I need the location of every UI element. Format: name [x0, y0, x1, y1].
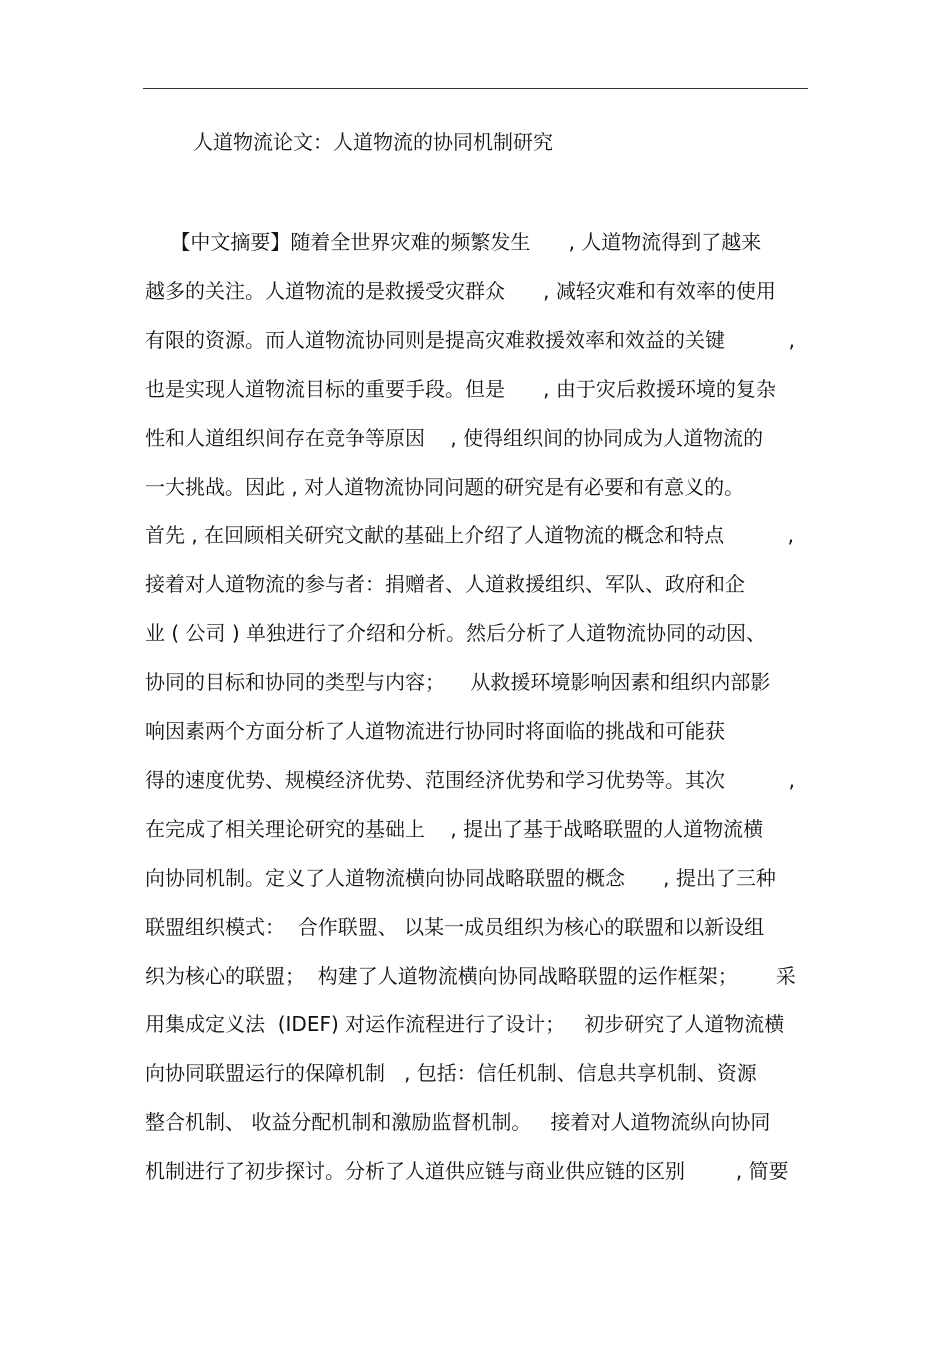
abstract-line: 用集成定义法 (IDEF) 对运作流程进行了设计； 初步研究了人道物流横: [145, 1012, 785, 1037]
abstract-line: 首先 , 在回顾相关研究文献的基础上介绍了人道物流的概念和特点 ,: [145, 523, 795, 548]
abstract-line: 整合机制、 收益分配机制和激励监督机制。 接着对人道物流纵向协同: [145, 1110, 771, 1135]
abstract-line: 织为核心的联盟； 构建了人道物流横向协同战略联盟的运作框架； 采: [145, 963, 796, 988]
abstract-line: 协同的目标和协同的类型与内容； 从救援环境影响因素和组织内部影: [145, 670, 771, 695]
abstract-line: 在完成了相关理论研究的基础上 , 提出了基于战略联盟的人道物流横: [145, 816, 764, 841]
abstract-line: 联盟组织模式： 合作联盟、 以某一成员组织为核心的联盟和以新设组: [145, 914, 765, 939]
abstract-line: 有限的资源。而人道物流协同则是提高灾难救援效率和效益的关键 ,: [145, 327, 795, 352]
abstract-line: 一大挑战。因此 , 对人道物流协同问题的研究是有必要和有意义的。: [145, 474, 745, 499]
abstract-line: 得的速度优势、规模经济优势、范围经济优势和学习优势等。其次 ,: [145, 767, 795, 792]
page-title: 人道物流论文：人道物流的协同机制研究: [193, 130, 553, 154]
abstract-line: 性和人道组织间存在竞争等原因 , 使得组织间的协同成为人道物流的: [145, 425, 764, 450]
abstract-line: 业 ( 公司 ) 单独进行了介绍和分析。然后分析了人道物流协同的动因、: [145, 621, 767, 646]
abstract-line: 也是实现人道物流目标的重要手段。但是 , 由于灾后救援环境的复杂: [145, 376, 776, 401]
abstract-line: 【中文摘要】随着全世界灾难的频繁发生 , 人道物流得到了越来: [145, 230, 762, 254]
header-rule: [143, 88, 808, 89]
abstract-line: 接着对人道物流的参与者：捐赠者、人道救援组织、军队、政府和企: [145, 572, 745, 597]
abstract-line: 机制进行了初步探讨。分析了人道供应链与商业供应链的区别 , 简要: [145, 1159, 789, 1184]
abstract-line: 响因素两个方面分析了人道物流进行协同时将面临的挑战和可能获: [145, 719, 725, 743]
abstract-line: 向协同联盟运行的保障机制 , 包括：信任机制、信息共享机制、资源: [145, 1061, 757, 1086]
abstract-line: 越多的关注。人道物流的是救援受灾群众 , 减轻灾难和有效率的使用: [145, 278, 776, 303]
abstract-line: 向协同机制。定义了人道物流横向协同战略联盟的概念 , 提出了三种: [145, 865, 776, 890]
